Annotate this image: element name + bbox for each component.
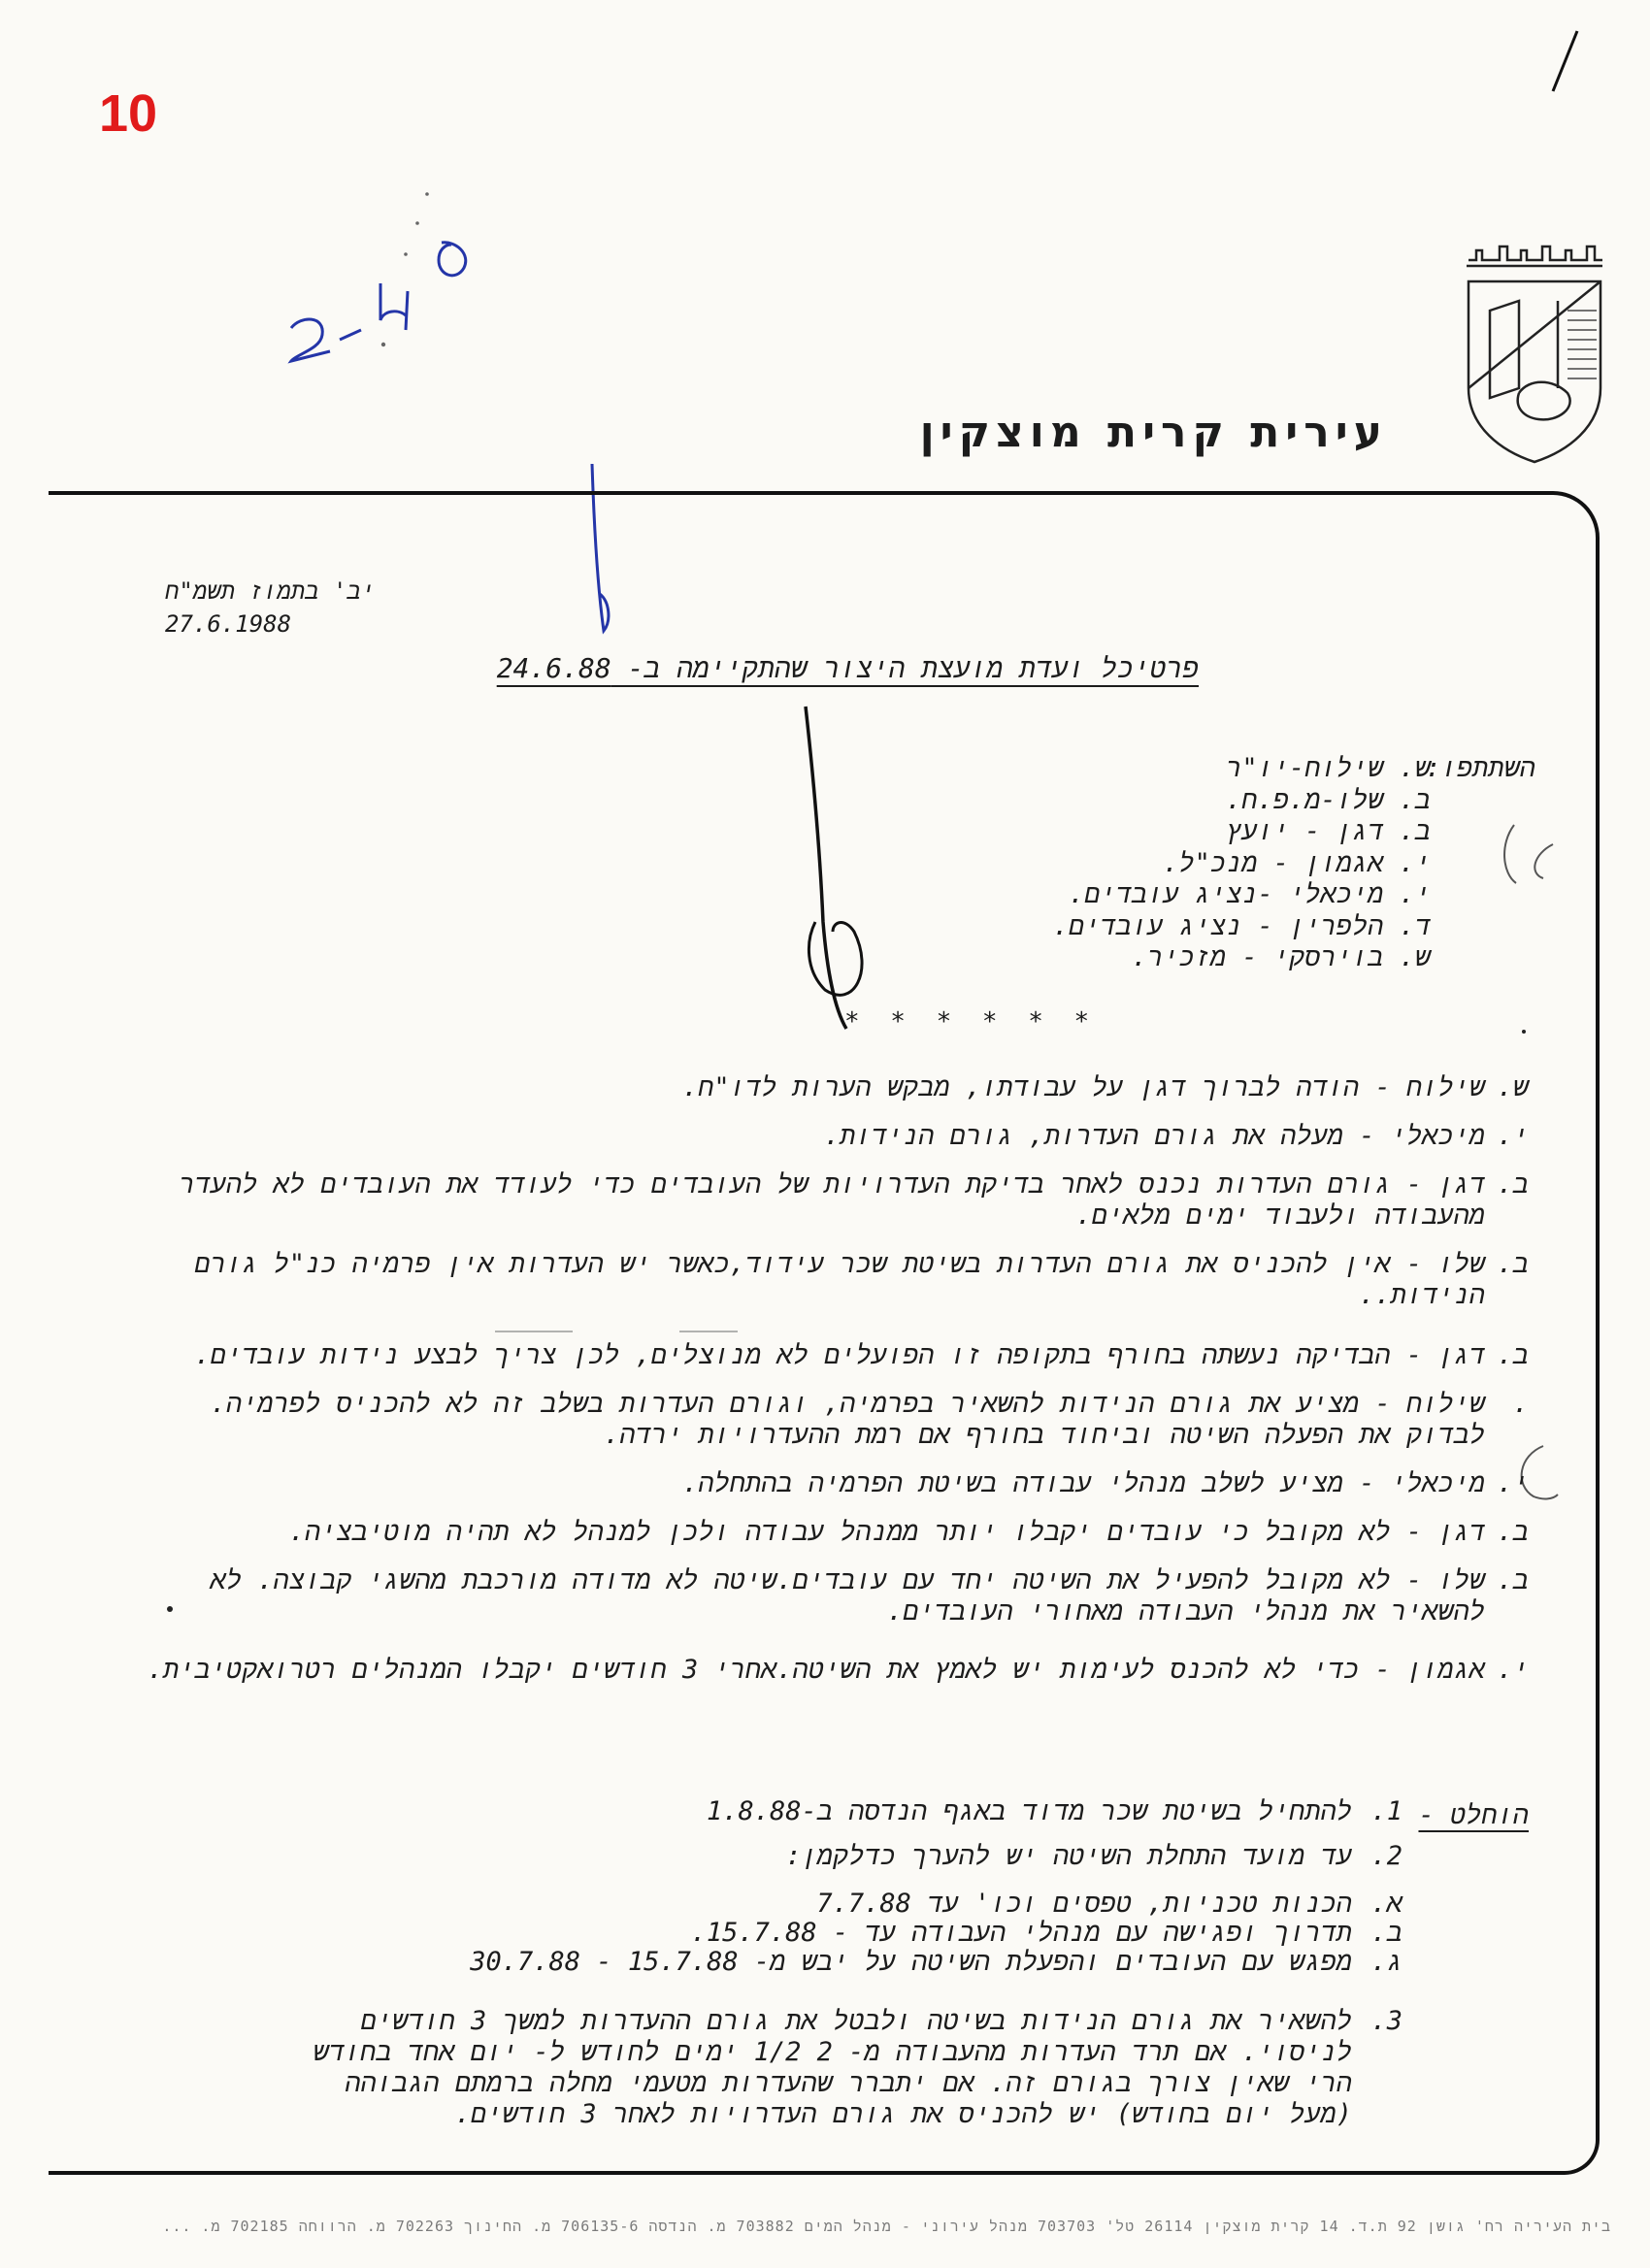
discussion-text: דגן - גורם העדרות נכנס לאחר בדיקת העדרויות של העובדים כדי לעודד את העובדים לא להעדר מהעבודה ולעבוד ימים מלאים. [179, 1169, 1485, 1231]
discussion-text: שילוח - הודה לברוך דגן על עבודתו, מבקש הערות לדו"ח. [681, 1072, 1485, 1102]
participant: ש. שילוח-יו"ר [1226, 753, 1431, 783]
discussion-text: אגמון - כדי לא להכנס לעימות יש לאמץ את השיטה.אחרי 3 חודשים יקבלו המנהלים רטרואקטיבית. [147, 1655, 1485, 1685]
discussion-text: שילוח - מציע את גורם הנידות להשאיר בפרמיה, וגורם העדרות בשלב זה לא להכניס לפרמיה. לבדוק את הפעלה השיטה וביחוד בחורף אם רמת ההעדרויות ירדה. [210, 1389, 1485, 1450]
discussion-entry [131, 1389, 1529, 1451]
document-title: פרטיכל ועדת מועצת היצור שהתקיימה ב- 24.6.88 [496, 652, 1199, 684]
participant: ד. הלפרין - נציג עובדים. [1052, 910, 1431, 941]
discussion-text: דגן - לא מקובל כי עובדים יקבלו יותר ממנהל עבודה ולכן למנהל לא תהיה מוטיבציה. [288, 1517, 1485, 1547]
discussion-entry [131, 1169, 1529, 1232]
discussion-text: מיכאלי - מציע לשלב מנהלי עבודה בשיטת הפרמיה בהתחלה. [682, 1468, 1485, 1498]
discussion-entry [131, 1655, 1529, 1686]
discussion-entry [131, 1517, 1529, 1548]
participants-list [1053, 753, 1535, 974]
participant: י. מיכאלי -נציג עובדים. [1069, 879, 1431, 909]
speaker-initial: ש. [1497, 1072, 1529, 1102]
discussion-text: דגן - הבדיקה נעשתה בחורף בתקופה זו הפועלים לא מנוצלים, לכן צריך לבצע נידות עובדים. [194, 1340, 1485, 1370]
participant: ב. דגן - יועץ [1226, 816, 1431, 846]
hebrew-date: יב' בתמוז תשמ"ח [165, 577, 376, 605]
document-date [165, 575, 375, 641]
sub-decision-item [306, 1919, 1402, 1948]
decision-number: 3. [1370, 2006, 1402, 2036]
decision-item [306, 1796, 1402, 1827]
speaker-initial: ב. [1497, 1565, 1529, 1595]
discussion-text: שלו - אין להכניס את גורם העדרות בשיטת שכר עידוד,כאשר יש העדרות אין פרמיה כנ"ל גורם הנידות.. [194, 1249, 1485, 1310]
speaker-initial: י. [1497, 1468, 1529, 1498]
decision-item [306, 1841, 1402, 1872]
discussion-section [131, 1072, 1529, 1703]
speaker-initial: ב. [1497, 1249, 1529, 1279]
sub-decision-text: הכנות טכניות, טפסים וכו' עד 7.7.88 [816, 1889, 1352, 1919]
decisions-section [306, 1796, 1402, 2144]
decision-text: להתחיל בשיטת שכר מדוד באגף הנדסה ב-1.8.88 [706, 1796, 1352, 1826]
sub-decision-letter: ב. [1370, 1918, 1402, 1948]
decisions-label: הוחלט - [1418, 1800, 1529, 1830]
discussion-entry [131, 1072, 1529, 1103]
discussion-entry [131, 1249, 1529, 1311]
decision-text: להשאיר את גורם הנידות בשיטה ולבטל את גורם ההעדרות למשך 3 חודשים לניסוי. אם תרד העדרות מהעבודה מ- 2 1/2 ימים לחודש ל- יום אחד בחודש הרי שאין צורך בגורם זה. אם יתברר שהעדרות מטעמי מחלה ברמתם הגבוהה (מעל יום בחודש) יש להכניס את גורם העדרויות לאחר 3 חודשים. [313, 2006, 1352, 2129]
sub-decision-item [306, 1890, 1402, 1919]
sub-decision-letter: א. [1370, 1889, 1402, 1919]
municipality-name: עירית קרית מוצקין [919, 408, 1388, 457]
participant: ב. שלו-מ.פ.ח. [1226, 784, 1431, 815]
decision-text: עד מועד התחלת השיטה יש להערך כדלקמן: [785, 1841, 1352, 1871]
discussion-text: מיכאלי - מעלה את גורם העדרות, גורם הנידות. [823, 1121, 1485, 1151]
sub-decision-letter: ג. [1370, 1947, 1402, 1977]
participants-label: השתתפו: [1425, 753, 1535, 783]
speaker-initial: . [1512, 1389, 1529, 1419]
speaker-initial: י. [1497, 1655, 1529, 1685]
letterhead-footer: בית העיריה רח' גושן 92 ת.ד. 14 קרית מוצקין 26114 טל' 703703 מנהל עירוני - מנהל המים 703882 מ. הנדסה 706135-6 מ. החינוך 702263 מ. הרווחה 702185 מ. ... [162, 2218, 1611, 2235]
sub-decision-text: תדרוך ופגישה עם מנהלי העבודה עד - 15.7.88. [690, 1918, 1352, 1948]
discussion-text: שלו - לא מקובל להפעיל את השיטה יחד עם עובדים.שיטה לא מדודה מורכבת מהשגי קבוצה. לא להשאיר את מנהלי העבודה מאחורי העובדים. [210, 1565, 1485, 1627]
discussion-entry [131, 1565, 1529, 1627]
discussion-entry [131, 1340, 1529, 1371]
decision-item [306, 2006, 1402, 2130]
sub-decision-item [306, 1948, 1402, 1977]
sub-decision-text: מפגש עם העובדים והפעלת השיטה על יבש מ- 15.7.88 - 30.7.88 [470, 1947, 1352, 1977]
discussion-entry [131, 1468, 1529, 1499]
participant: ש. בוירסקי - מזכיר. [1131, 942, 1431, 972]
page-number: 10 [99, 84, 158, 143]
participant: י. אגמון - מנכ"ל. [1163, 847, 1431, 878]
speaker-initial: ב. [1497, 1169, 1529, 1200]
speaker-initial: ב. [1497, 1517, 1529, 1547]
section-separator: * * * * * * [844, 1007, 1098, 1036]
speaker-initial: י. [1497, 1121, 1529, 1151]
city-crest-logo [1461, 243, 1606, 466]
decision-number: 1. [1370, 1796, 1402, 1826]
handwritten-annotation [291, 243, 466, 361]
decision-number: 2. [1370, 1841, 1402, 1871]
speaker-initial: ב. [1497, 1340, 1529, 1370]
discussion-entry [131, 1121, 1529, 1152]
gregorian-date: 27.6.1988 [165, 610, 292, 638]
